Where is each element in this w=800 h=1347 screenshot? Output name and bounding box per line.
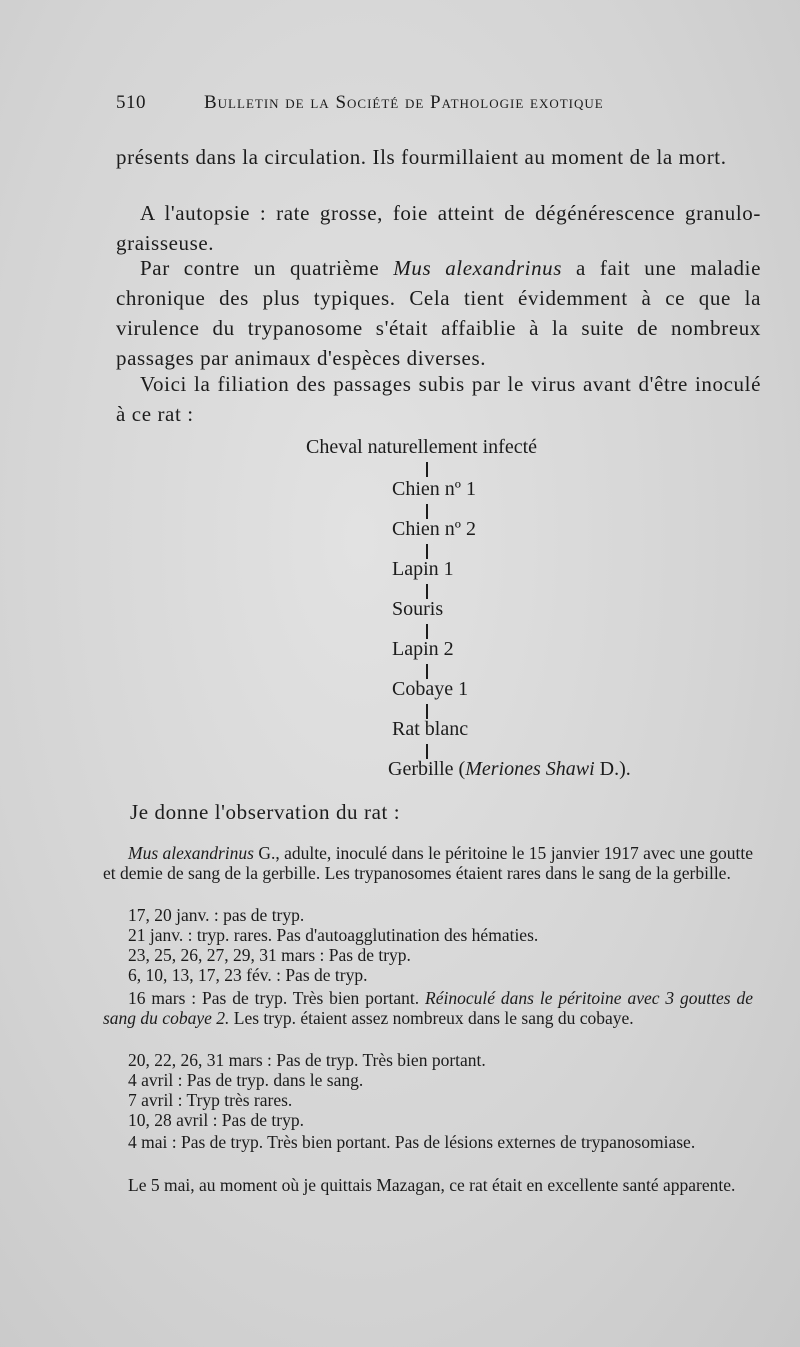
observation-entry: 23, 25, 26, 27, 29, 31 mars : Pas de tryp. [128,945,411,965]
lineage-step: Rat blanc [392,718,469,740]
lineage-connector [426,624,428,639]
observation-entry: 4 avril : Pas de tryp. dans le sang. [128,1070,364,1090]
page-number: 510 [116,92,146,113]
paragraph-1: présents dans la circulation. Ils fourmillaient au moment de la mort. [116,145,727,169]
observation-entry: 7 avril : Tryp très rares. [128,1090,293,1110]
observation-entry: 17, 20 janv. : pas de tryp. [128,905,305,925]
observation-entry: 16 mars : Pas de tryp. Très bien portant. Réinoculé dans le péritoine avec 3 gouttes de sang du cobaye 2. Les tryp. étaient assez nombreux dans le sang du cobaye. [103,988,753,1028]
lineage-connector [426,462,428,477]
observation-entry: 10, 28 avril : Pas de tryp. [128,1110,304,1130]
lineage-step: Chien nº 2 [392,518,476,540]
lineage-step: Souris [392,598,444,620]
lineage-step: Lapin 2 [392,638,454,660]
lineage-connector [426,584,428,599]
observation-entry: 20, 22, 26, 31 mars : Pas de tryp. Très bien portant. [128,1050,486,1070]
paragraph-3: Par contre un quatrième Mus alexandrinus a fait une maladie chronique des plus typiques. Cela tient évidemment à ce que la virulence du trypanosome s'était affaiblie à la suite de nombreux passages par animaux d'espèces diverses. [116,256,761,370]
lineage-step: Chien nº 1 [392,478,476,500]
observation-intro: Je donne l'observation du rat : [130,800,401,824]
lineage-connector [426,504,428,519]
observation-entry: 21 janv. : tryp. rares. Pas d'autoagglutination des hématies. [128,925,539,945]
lineage-connector [426,744,428,759]
lineage-step: Cobaye 1 [392,678,469,700]
observation-entry: 6, 10, 13, 17, 23 fév. : Pas de tryp. [128,965,368,985]
lineage-connector [426,704,428,719]
paragraph-2: A l'autopsie : rate grosse, foie atteint de dégénérescence granulo-graisseuse. [116,201,761,255]
observation-entry: 4 mai : Pas de tryp. Très bien portant. Pas de lésions externes de trypanosomiase. [128,1132,696,1152]
lineage-connector [426,664,428,679]
lineage-step: Lapin 1 [392,558,454,580]
observation-entry: Mus alexandrinus G., adulte, inoculé dans le péritoine le 15 janvier 1917 avec une goutte et demie de sang de la gerbille. Les trypanosomes étaient rares dans le sang de la gerbille. [103,843,753,883]
lineage-connector [426,544,428,559]
lineage-last: Gerbille (Meriones Shawi D.). [388,758,631,780]
journal-title: Bulletin de la Société de Pathologie exotique [204,92,604,113]
paragraph-4: Voici la filiation des passages subis par le virus avant d'être inoculé à ce rat : [116,372,761,426]
lineage-root: Cheval naturellement infecté [306,436,538,458]
species-name: Mus alexandrinus [393,256,563,280]
observation-entry: Le 5 mai, au moment où je quittais Mazagan, ce rat était en excellente santé apparente. [128,1175,736,1195]
